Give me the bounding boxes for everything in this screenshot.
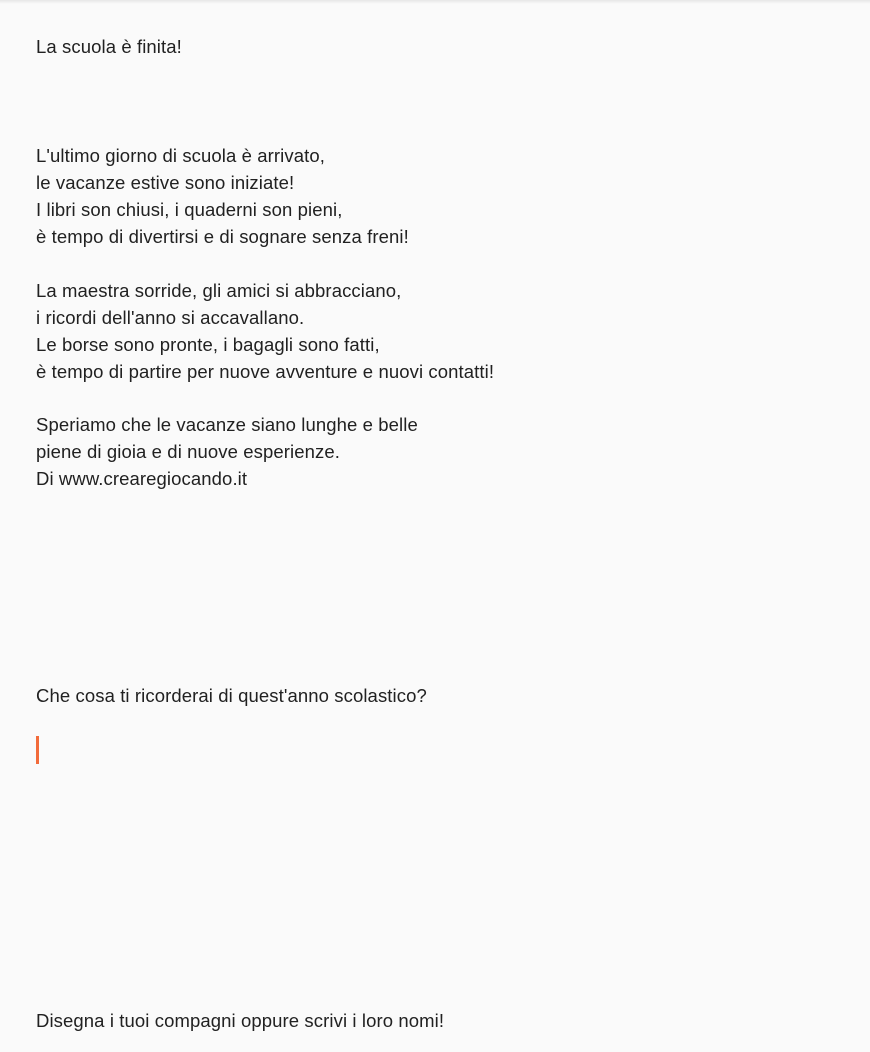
- poem-line: le vacanze estive sono iniziate!: [36, 172, 295, 193]
- text-cursor[interactable]: [36, 736, 39, 764]
- instruction-text: Disegna i tuoi compagni oppure scrivi i loro nomi!: [36, 1010, 445, 1031]
- poem-source: Di www.crearegiocando.it: [36, 468, 248, 489]
- poem-line: i ricordi dell'anno si accavallano.: [36, 307, 305, 328]
- poem-line: La maestra sorride, gli amici si abbracciano,: [36, 280, 402, 301]
- poem-line: L'ultimo giorno di scuola è arrivato,: [36, 145, 325, 166]
- question-text: Che cosa ti ricorderai di quest'anno scolastico?: [36, 685, 427, 706]
- poem-line: I libri son chiusi, i quaderni son pieni,: [36, 199, 343, 220]
- note-title: La scuola è finita!: [36, 36, 182, 57]
- poem-line: Speriamo che le vacanze siano lunghe e belle: [36, 414, 418, 435]
- poem-line: Le borse sono pronte, i bagagli sono fatti,: [36, 334, 380, 355]
- poem-line: è tempo di divertirsi e di sognare senza freni!: [36, 226, 409, 247]
- poem-line: è tempo di partire per nuove avventure e nuovi contatti!: [36, 361, 495, 382]
- poem-line: piene di gioia e di nuove esperienze.: [36, 441, 341, 462]
